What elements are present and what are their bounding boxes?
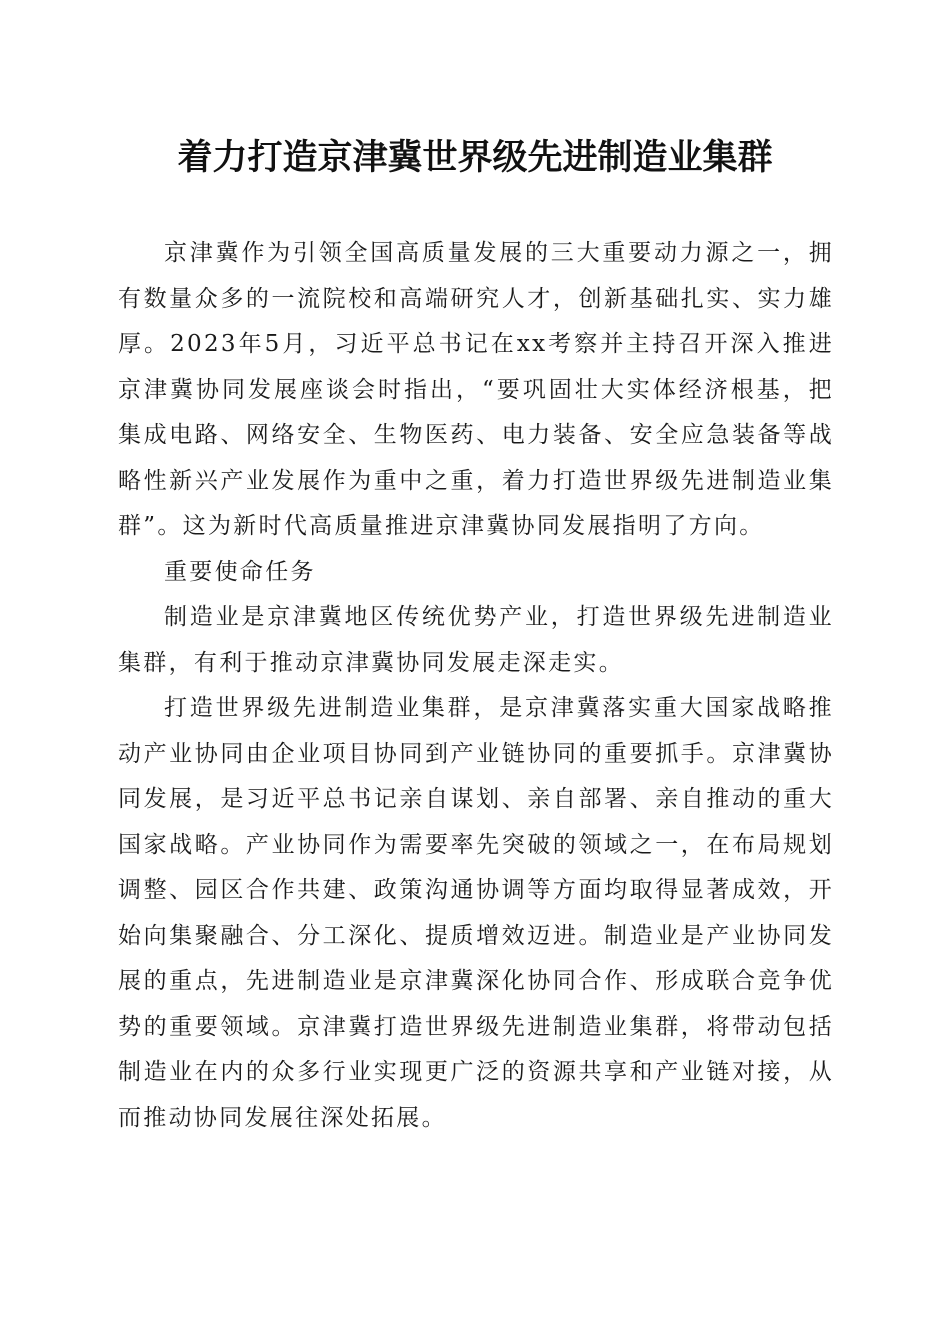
- paragraph-intro: 京津冀作为引领全国高质量发展的三大重要动力源之一，拥有数量众多的一流院校和高端研究人才，创新基础扎实、实力雄厚。2023年5月，习近平总书记在xx考察并主持召开深入推进京津冀协同发展座谈会时指出，“要巩固壮大实体经济根基，把集成电路、网络安全、生物医药、电力装备、安全应急装备等战略性新兴产业发展作为重中之重，着力打造世界级先进制造业集群”。这为新时代高质量推进京津冀协同发展指明了方向。: [118, 240, 834, 539]
- document-title: 着力打造京津冀世界级先进制造业集群: [177, 137, 773, 178]
- paragraph-cluster: 打造世界级先进制造业集群，是京津冀落实重大国家战略推动产业协同由企业项目协同到产业链协同的重要抓手。京津冀协同发展，是习近平总书记亲自谋划、亲自部署、亲自推动的重大国家战略。产业协同作为需要率先突破的领域之一，在布局规划调整、园区合作共建、政策沟通协调等方面均取得显著成效，开始向集聚融合、分工深化、提质增效迈进。制造业是产业协同发展的重点，先进制造业是京津冀深化协同合作、形成联合竞争优势的重要领域。京津冀打造世界级先进制造业集群，将带动包括制造业在内的众多行业实现更广泛的资源共享和产业链对接，从而推动协同发展往深处拓展。: [118, 695, 834, 1131]
- paragraph-manufacturing: 制造业是京津冀地区传统优势产业，打造世界级先进制造业集群，有利于推动京津冀协同发展走深走实。: [118, 604, 834, 676]
- section-heading: 重要使命任务: [164, 558, 316, 585]
- document-body: [118, 231, 834, 1141]
